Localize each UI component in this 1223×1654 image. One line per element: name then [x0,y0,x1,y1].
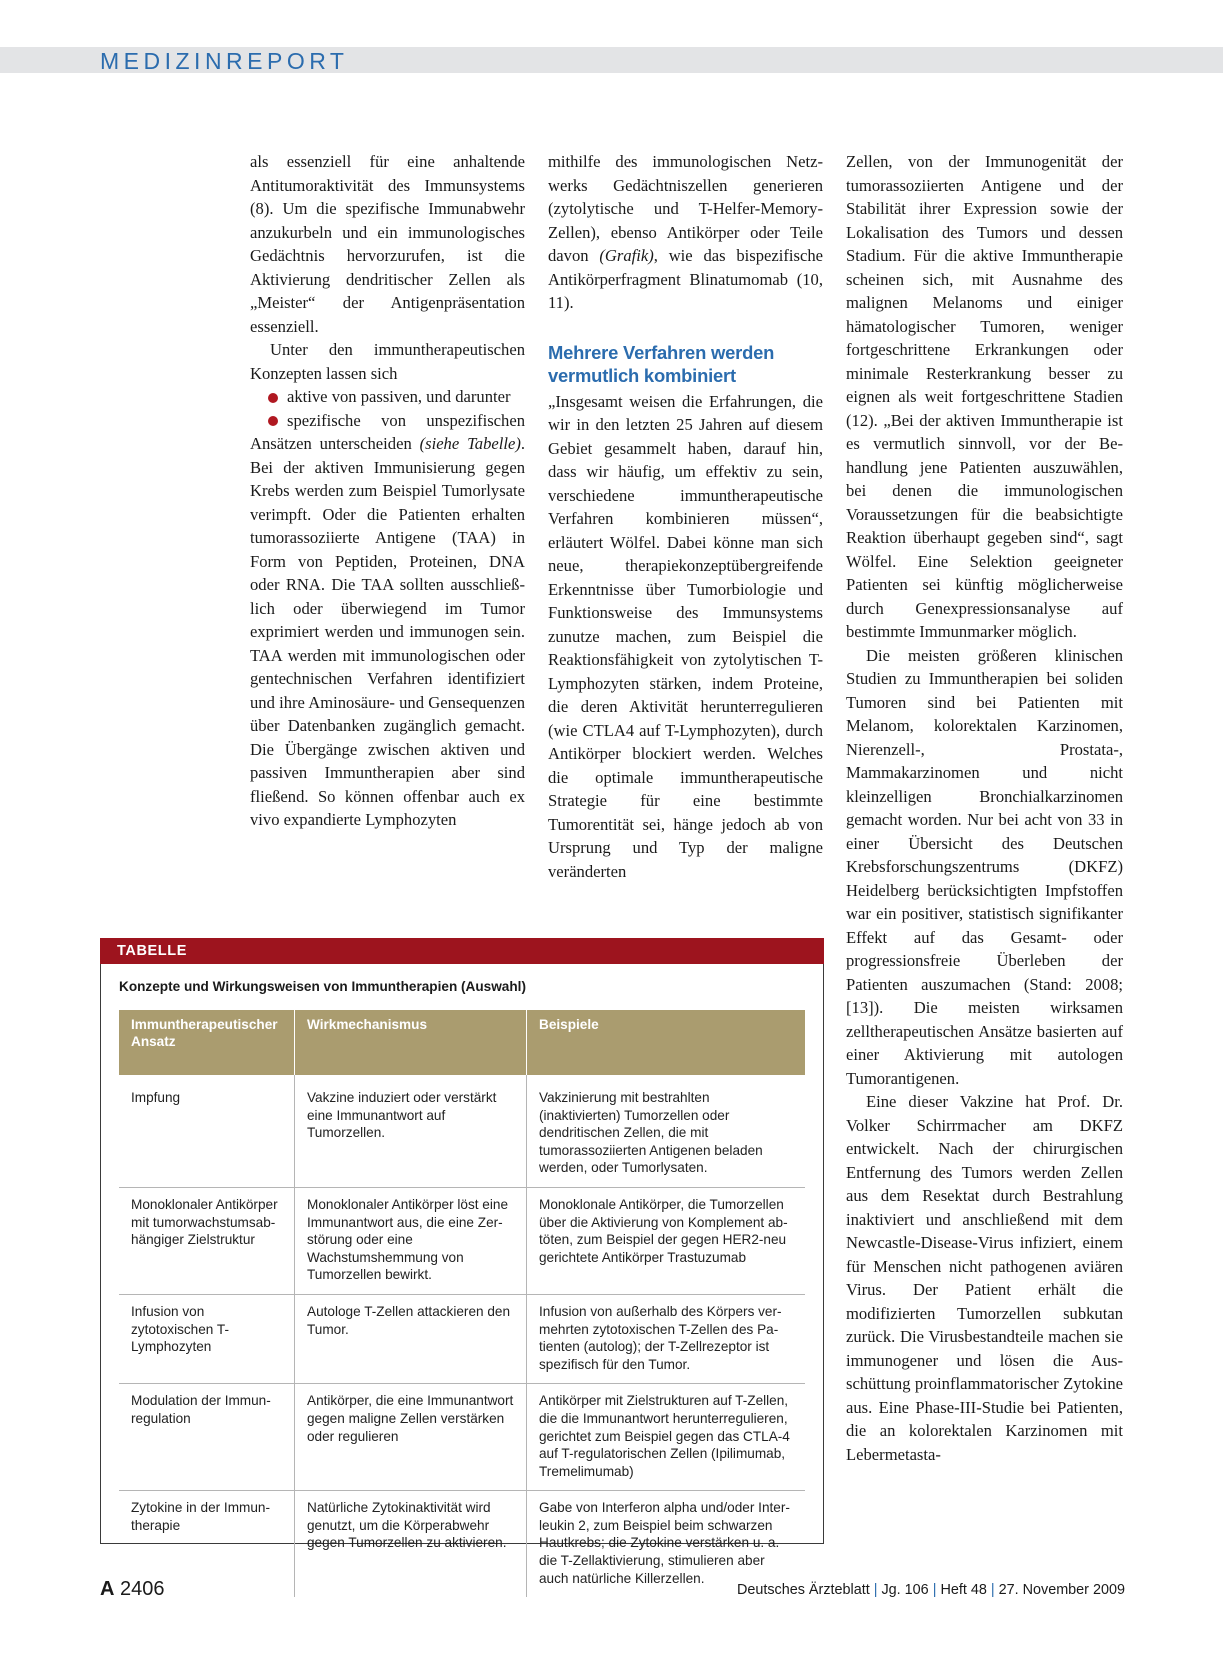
bullet-text-continued: . Bei der aktiven Immunisierung gegen Krebs werden zum Beispiel Tumorlysate verimpft. Oder die Patienten erhalten tumorassoziierte Antigene (TAA) in Form von Peptiden, Proteinen, DNA oder RNA. Die TAA sollten ausschließlich oder überwiegend im Tumor exprimiert werden und immunogen sein. TAA werden mit immunologischen oder gentechnischen Verfahren identifiziert und ihre Aminosäure- und Gensequenzen über Datenbanken zugänglich gemacht. Die Übergänge zwischen aktiven und passiven Immuntherapien aber sind fließend. So können offenbar auch ex vivo expandierte Lymphozyten [250,434,525,829]
table-cell: Gabe von Interferon alpha und/oder Interleukin 2, zum Beispiel beim schwarzen Hautkrebs; die Zytokine verstärken u. a. die T-Zellaktivierung, stimulieren aber auch natürliche Killerzellen. [539,1500,790,1586]
table-cell: Antikörper, die eine Immunantwort gegen maligne Zellen verstärken oder regulieren [295,1384,527,1490]
table-cell: Vakzine induziert oder verstärkt eine Immunantwort auf Tumorzellen. [295,1081,527,1187]
journal-volume: Jg. 106 [881,1582,929,1598]
paragraph: Eine dieser Vakzine hat Prof. Dr. Volker Schirrmacher am DKFZ entwickelt. Nach der chirurgischen Entfernung des Tumors werden Zellen aus dem Resektat durch Bestrahlung inaktiviert und anschließend mit dem Newcastle-Disease-Virus infiziert, einem für Menschen nicht pathogenen aviären Virus. Der Patient erhält die modifizierten Tumorzellen subkutan zurück. Die Virusbestandteile machen sie immunogener und lösen die Ausschüttung proinflammatorischer Zytokine aus. Eine Phase-III-Studie bei Patienten, die an kolorektalen Karzinomen mit Lebermetasta- [846,1092,1123,1464]
table-cell: Monoklonale Antikörper, die Tumorzellen über die Aktivierung von Komplement abtöten, zum Beispiel der gegen HER2-neu gerichtete Antikörper Trastuzumab [539,1196,788,1265]
text-column-1 [250,150,525,832]
paragraph: als essenziell für eine anhaltende Antitumoraktivität des Immunsystems (8). Um die spezifische Immunabwehr anzukurbeln und ein immunologisches Gedächtnis hervorzurufen, ist die Aktivierung dendritischer Zellen als „Meister“ der Antigenpräsentation essenziell. [250,152,525,336]
journal-name: Deutsches Ärzteblatt [736,1582,870,1598]
text-column-2 [548,150,823,883]
table-tag: TABELLE [100,938,824,964]
table-header-cell: Immuntherapeutischer Ansatz [119,1010,295,1075]
table-cell: Antikörper mit Zielstrukturen auf T-Zellen, die die Immunantwort herunterregulieren, gerichtet zum Beispiel gegen das CTLA-4 auf T-regulatorischen Zellen (Ipilimumab, Tremelimumab) [539,1393,790,1479]
bullet-icon [268,416,278,426]
table-reference: (siehe Tabelle) [419,434,521,453]
paragraph-text-continued: , wie das bispezifische Antikörperfragment Blinatumomab (10, 11). [548,246,824,312]
table-cell: Modulation der Immunregulation [119,1384,295,1490]
table-row [119,1384,805,1491]
bullet-item [250,409,525,832]
table-cell: Monoklonaler Antikörper mit tumorwachstumsabhängiger Zielstruktur [119,1188,295,1294]
table-box [100,938,824,1586]
separator: | [873,1582,878,1598]
table-row [119,1081,805,1188]
table-cell: Zytokine in der Immuntherapie [119,1491,295,1597]
table-cell: Natürliche Zytokinaktivität wird genutzt, um die Körperabwehr gegen Tumorzellen zu aktivieren. [295,1491,527,1597]
paragraph: Unter den immuntherapeutischen Konzepten lassen sich [250,340,525,383]
page-number-value: 2406 [120,1578,165,1600]
paragraph: Zellen, von der Immunogenität der tumorassoziierten Antigene und der Stabilität ihrer Expression sowie der Lokalisation des Tumors und dessen Stadium. Für die aktive Immuntherapie scheinen sich, mit Ausnahme des malignen Melanoms und einiger hämatologischer Tumoren, weniger fortgeschrittene Erkrankungen oder minimale Resterkrankung besser zu eignen als weit fortgeschrittene Stadien (12). „Bei der aktiven Immuntherapie ist es vermutlich sinnvoll, vor der Behandlung jene Patienten auszuwählen, bei denen die immunologischen Voraussetzungen für die beabsichtigte Reaktion überhaupt gegeben sind“, sagt Wölfel. Eine Selektion geeigneter Patienten sei künftig möglicherweise durch Genexpressionsanalyse auf bestimmte Immunmarker möglich. [846,152,1123,641]
paragraph: „Insgesamt weisen die Erfahrungen, die wir in den letzten 25 Jahren auf diesem Gebiet gesammelt haben, darauf hin, dass wir häufig, um effektiv zu sein, verschiedene immuntherapeutische Verfahren kombinieren müssen“, erläutert Wölfel. Dabei könne man sich neue, therapiekonzeptübergreifende Erkenntnisse über Tumorbiologie und Funktionsweise des Immunsystems zunutze machen, zum Beispiel die Reaktionsfähigkeit von zytolytischen T-Lymphozyten stärken, indem Proteine, die deren Aktivität herunterregulieren (wie CTLA4 auf T-Lymphozyten), durch Antikörper blockiert werden. Welches die optimale immuntherapeutische Strategie für eine bestimmte Tumorentität sei, hänge jedoch ab von Ursprung und Typ der maligne veränderten [548,391,823,881]
table-cell: Vakzinierung mit bestrahlten (inaktivierten) Tumorzellen oder dendritischen Zellen, die mit tumorassoziierten Antigenen beladen werden, oder Tumorlysaten. [539,1090,763,1176]
table-cell: Autologe T-Zellen attackieren den Tumor. [295,1295,527,1383]
table-header-cell: Beispiele [539,1017,599,1032]
table-cell: Monoklonaler Antikörper löst eine Immunantwort aus, die eine Zerstörung oder eine Wachstumshemmung von Tumorzellen bewirkt. [295,1188,527,1294]
subheading: Mehrere Verfahren werden vermutlich kombiniert [548,341,775,386]
table-cell: Infusion von außerhalb des Körpers vermehrten zytotoxischen T-Zellen des Patienten (autolog); der T-Zellrezeptor ist spezifisch für den Tumor. [539,1303,782,1372]
journal-info [737,1582,1125,1598]
bullet-icon [268,393,278,403]
table-cell: Impfung [119,1081,295,1187]
graphic-reference: (Grafik) [599,246,654,265]
bullet-text: spezifische von unspezifischen Ansätzen unterscheiden [250,410,525,453]
page-number [100,1578,165,1601]
paragraph-text: mithilfe des immunologischen Netzwerks Gedächtniszellen generieren (zytolytische und T-Helfer-Memory-Zellen), ebenso Antikörper oder Teile davon [548,152,823,265]
journal-issue: Heft 48 [940,1582,987,1598]
table-row [119,1188,805,1295]
table-header-cell: Wirkmechanismus [295,1010,527,1075]
text-column-3 [846,150,1123,1466]
separator: | [990,1582,995,1598]
page-prefix: A [100,1578,115,1600]
bullet-text: aktive von passiven, und darunter [287,387,511,406]
data-table [119,1010,805,1597]
separator: | [932,1582,937,1598]
table-row [119,1491,805,1597]
section-label: MEDIZINREPORT [100,48,349,74]
bullet-item [250,385,525,409]
table-row [119,1295,805,1384]
table-header-row [119,1010,805,1075]
table-cell: Infusion von zytotoxischen T-Lymphozyten [119,1295,295,1383]
paragraph: Die meisten größeren klinischen Studien zu Immuntherapien bei soliden Tumoren sind bei Patienten mit Melanom, kolorektalen Karzinomen, Nierenzell-, Prostata-, Mammakarzinomen und nicht kleinzelligen Bronchialkarzinomen gemacht worden. Nur bei acht von 33 in einer Übersicht des Deutschen Krebsforschungszentrums (DKFZ) Heidelberg berücksichtigten Impfstoffen war ein positiver, statistisch signifikanter Effekt auf das Gesamt- oder progressionsfreie Überleben der Patienten auszumachen (Stand: 2008; [13]). Die meisten wirksamen zelltherapeutischen Ansätze basierten auf einer Aktivierung mit autologen Tumorantigenen. [846,645,1123,1088]
paragraph [548,150,823,315]
journal-date: 27. November 2009 [998,1582,1125,1598]
table-title: Konzepte und Wirkungsweisen von Immuntherapien (Auswahl) [119,979,526,994]
